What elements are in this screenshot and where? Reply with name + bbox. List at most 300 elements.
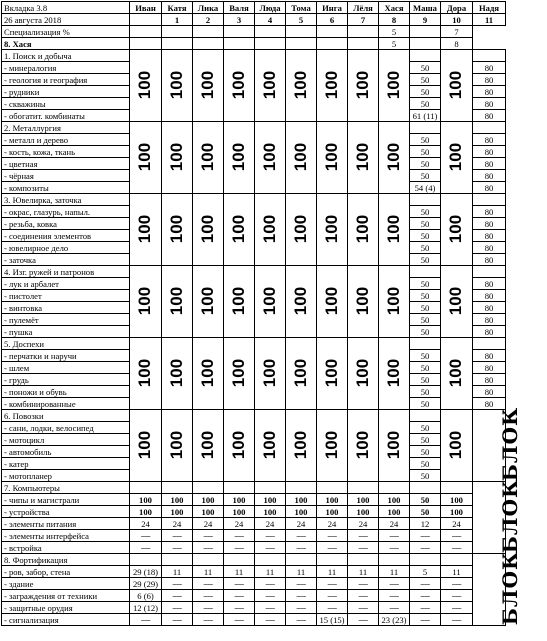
big-cell	[317, 194, 348, 266]
value-cell: 100	[286, 494, 317, 506]
num-2: 2	[193, 14, 224, 26]
row-label: - чёрная	[2, 170, 130, 182]
big-value: 100	[198, 70, 217, 99]
row-label: - сани, лодки, велосипед	[2, 422, 130, 434]
value-cell: 23 (23)	[379, 614, 410, 626]
nadya-value: 80	[473, 86, 506, 98]
chosen-masha: 5	[379, 38, 410, 50]
big-cell	[255, 266, 286, 338]
big-value: 100	[322, 358, 341, 387]
table-row	[2, 602, 506, 614]
big-cell	[286, 194, 317, 266]
big-cell	[348, 194, 379, 266]
section-title: 6. Повозки	[2, 410, 130, 422]
value-cell: 100	[441, 494, 473, 506]
value-cell: -----	[441, 590, 473, 602]
value-cell: 12	[410, 518, 441, 530]
row-label: - автомобиль	[2, 446, 130, 458]
big-cell	[255, 338, 286, 410]
empty-cell	[193, 554, 224, 566]
big-value: 100	[135, 142, 155, 171]
value-cell: 24	[130, 518, 162, 530]
row-label: - цветная	[2, 158, 130, 170]
row-label: - винтовка	[2, 302, 130, 314]
num-4: 4	[255, 14, 286, 26]
big-cell	[224, 50, 255, 122]
big-value: 100	[167, 214, 186, 243]
dash-cell: -----	[317, 530, 348, 542]
value-cell: -----	[317, 602, 348, 614]
nadya-value: 80	[473, 350, 506, 362]
big-value: 100	[229, 286, 248, 315]
big-value: 100	[446, 286, 466, 315]
name-valya: Валя	[224, 2, 255, 14]
big-cell	[255, 122, 286, 194]
row-label: - ювелирное дело	[2, 242, 130, 254]
empty-cell	[441, 554, 473, 566]
section-header-row	[2, 554, 506, 566]
masha-value: 50	[410, 326, 441, 338]
blok-cell	[473, 478, 523, 554]
value-cell: 24	[317, 518, 348, 530]
section-header-row	[2, 338, 506, 350]
value-cell: -----	[317, 578, 348, 590]
row-label: - рудники	[2, 86, 130, 98]
name-inga: Инга	[317, 2, 348, 14]
big-value: 100	[229, 142, 248, 171]
masha-value: 50	[410, 398, 441, 410]
num-1: 1	[162, 14, 193, 26]
masha-value: 50	[410, 290, 441, 302]
big-cell	[193, 50, 224, 122]
header-row-names	[2, 2, 506, 14]
row-label: - встройка	[2, 542, 130, 554]
big-value: 100	[384, 70, 403, 99]
value-cell: 24	[193, 518, 224, 530]
big-cell	[317, 266, 348, 338]
row-label: - шлем	[2, 362, 130, 374]
masha-cell	[410, 50, 441, 62]
name-lyuda: Люда	[255, 2, 286, 14]
masha-value: 50	[410, 362, 441, 374]
big-value: 100	[384, 358, 403, 387]
empty-cell	[224, 554, 255, 566]
value-cell: -----	[224, 590, 255, 602]
row-label: - пистолет	[2, 290, 130, 302]
nadya-value: 80	[473, 302, 506, 314]
big-cell-dora	[441, 410, 473, 482]
value-cell: 50	[410, 506, 441, 518]
big-cell	[348, 266, 379, 338]
big-value: 100	[384, 142, 403, 171]
big-value: 100	[446, 214, 466, 243]
value-cell: 100	[162, 494, 193, 506]
name-ivan: Иван	[130, 2, 162, 14]
masha-value: 50	[410, 278, 441, 290]
table-row	[2, 566, 506, 578]
name-toma: Тома	[286, 2, 317, 14]
masha-cell	[410, 410, 441, 422]
ivan-value: 12 (12)	[130, 602, 162, 614]
value-cell: -----	[193, 614, 224, 626]
row-label: - кость, кожа, ткань	[2, 146, 130, 158]
row-label: - элементы питания	[2, 518, 130, 530]
value-cell: 100	[224, 494, 255, 506]
nadya-value: 80	[473, 386, 506, 398]
big-cell	[224, 266, 255, 338]
value-cell: -----	[441, 614, 473, 626]
table-row	[2, 542, 506, 554]
section-title: 5. Доспехи	[2, 338, 130, 350]
row-label: - мотоцикл	[2, 434, 130, 446]
dash-cell: -----	[441, 542, 473, 554]
masha-cell	[410, 338, 441, 350]
big-value: 100	[322, 142, 341, 171]
big-value: 100	[260, 286, 279, 315]
nadya-cell	[473, 50, 506, 62]
big-cell	[162, 50, 193, 122]
empty-cell	[317, 482, 348, 494]
value-cell: -----	[193, 590, 224, 602]
big-value: 100	[260, 214, 279, 243]
value-cell: 24	[348, 518, 379, 530]
masha-cell	[410, 266, 441, 278]
masha-value: 50	[410, 230, 441, 242]
value-cell: 100	[379, 506, 410, 518]
value-cell: 100	[441, 506, 473, 518]
masha-value: 50	[410, 86, 441, 98]
value-cell: 100	[193, 494, 224, 506]
dash-cell: -----	[193, 530, 224, 542]
row-label: - мотопланер	[2, 470, 130, 482]
masha-cell	[410, 194, 441, 206]
big-cell	[255, 50, 286, 122]
big-cell	[224, 410, 255, 482]
big-cell	[224, 194, 255, 266]
dash-cell: -----	[379, 530, 410, 542]
value-cell: 24	[255, 518, 286, 530]
value-cell: -----	[410, 614, 441, 626]
big-cell	[379, 410, 410, 482]
nadya-value: 80	[473, 158, 506, 170]
big-value: 100	[198, 142, 217, 171]
big-value: 100	[291, 142, 310, 171]
big-cell	[286, 338, 317, 410]
dash-cell: -----	[162, 542, 193, 554]
dash-cell: -----	[348, 542, 379, 554]
empty-cell	[162, 482, 193, 494]
big-value: 100	[446, 358, 466, 387]
nadya-value: 80	[473, 374, 506, 386]
row-label: - устройства	[2, 506, 130, 518]
big-value: 100	[322, 430, 341, 459]
value-cell: 100	[379, 494, 410, 506]
table-row	[2, 506, 506, 518]
section-header-row	[2, 482, 506, 494]
big-value: 100	[384, 430, 403, 459]
value-cell: -----	[193, 578, 224, 590]
empty-cell	[224, 482, 255, 494]
empty-cell	[286, 482, 317, 494]
big-value: 100	[198, 286, 217, 315]
value-cell: 100	[224, 506, 255, 518]
empty-cell	[348, 554, 379, 566]
big-cell	[193, 122, 224, 194]
value-cell: -----	[410, 602, 441, 614]
section-header-row	[2, 122, 506, 134]
big-cell	[130, 194, 162, 266]
big-cell	[130, 410, 162, 482]
value-cell: 100	[255, 494, 286, 506]
value-cell: 24	[441, 518, 473, 530]
big-cell	[130, 266, 162, 338]
nadya-value: 80	[473, 230, 506, 242]
masha-cell	[410, 122, 441, 134]
value-cell: -----	[379, 602, 410, 614]
value-cell: 100	[193, 506, 224, 518]
nadya-cell	[473, 122, 506, 134]
big-value: 100	[167, 142, 186, 171]
value-cell: 11	[441, 566, 473, 578]
section-title: 2. Металлургия	[2, 122, 130, 134]
value-cell: 11	[286, 566, 317, 578]
nadya-cell	[473, 338, 506, 350]
section-header-row	[2, 194, 506, 206]
row-label: - поножи и обувь	[2, 386, 130, 398]
dash-cell: -----	[410, 542, 441, 554]
masha-value: 54 (4)	[410, 182, 441, 194]
masha-value: 50	[410, 314, 441, 326]
big-value: 100	[260, 358, 279, 387]
row-label: - защитные орудия	[2, 602, 130, 614]
big-cell	[286, 50, 317, 122]
row-label: - композиты	[2, 182, 130, 194]
name-katya: Катя	[162, 2, 193, 14]
big-cell	[255, 194, 286, 266]
big-cell	[162, 410, 193, 482]
nadya-value: 80	[473, 146, 506, 158]
spec-nadya: 7	[441, 26, 473, 38]
value-cell: -----	[317, 590, 348, 602]
value-cell: -----	[255, 614, 286, 626]
nadya-value: 80	[473, 206, 506, 218]
value-cell: -----	[224, 602, 255, 614]
big-cell	[193, 338, 224, 410]
blok-label: БЛОК	[498, 478, 523, 553]
nadya-value: 80	[473, 398, 506, 410]
value-cell: 11	[193, 566, 224, 578]
value-cell: 100	[162, 506, 193, 518]
row-label: - лук и арбалет	[2, 278, 130, 290]
table-row	[2, 494, 506, 506]
ivan-value: -----	[130, 614, 162, 626]
chosen-label: 8. Хася	[2, 38, 130, 50]
big-cell	[162, 122, 193, 194]
name-lyolya: Лёля	[348, 2, 379, 14]
masha-value: 50	[410, 458, 441, 470]
nadya-cell	[473, 194, 506, 206]
big-cell	[348, 122, 379, 194]
value-cell: -----	[286, 578, 317, 590]
empty-cell	[379, 554, 410, 566]
big-cell	[379, 338, 410, 410]
value-cell: 24	[379, 518, 410, 530]
big-value: 100	[229, 358, 248, 387]
masha-value: 50	[410, 218, 441, 230]
big-value: 100	[135, 214, 155, 243]
tab-label: Вкладка 3.8	[2, 2, 130, 14]
big-cell	[162, 338, 193, 410]
skills-table	[1, 1, 523, 626]
value-cell: 100	[286, 506, 317, 518]
big-value: 100	[353, 214, 372, 243]
value-cell: -----	[286, 614, 317, 626]
table-row	[2, 530, 506, 542]
value-cell: -----	[224, 578, 255, 590]
big-value: 100	[260, 70, 279, 99]
big-value: 100	[322, 214, 341, 243]
section-header-row	[2, 266, 506, 278]
value-cell: -----	[410, 578, 441, 590]
big-value: 100	[291, 358, 310, 387]
table-row	[2, 614, 506, 626]
value-cell: -----	[441, 602, 473, 614]
row-label: - комбинированные	[2, 398, 130, 410]
value-cell: 15 (15)	[317, 614, 348, 626]
nadya-value: 80	[473, 314, 506, 326]
big-value: 100	[322, 286, 341, 315]
value-cell: -----	[255, 590, 286, 602]
big-cell	[162, 266, 193, 338]
empty-cell	[286, 554, 317, 566]
section-header-row	[2, 410, 506, 422]
value-cell: 24	[286, 518, 317, 530]
big-cell	[162, 194, 193, 266]
masha-value: 50	[410, 446, 441, 458]
row-label: - обогатит. комбинаты	[2, 110, 130, 122]
row-label: - металл и дерево	[2, 134, 130, 146]
nadya-value: 80	[473, 362, 506, 374]
num-9: 9	[410, 14, 441, 26]
name-dora: Дора	[441, 2, 473, 14]
big-value: 100	[229, 430, 248, 459]
value-cell: -----	[193, 602, 224, 614]
row-label: - резьба, ковка	[2, 218, 130, 230]
row-label: - скважины	[2, 98, 130, 110]
big-cell-dora	[441, 122, 473, 194]
big-value: 100	[135, 286, 155, 315]
name-khasya: Хася	[379, 2, 410, 14]
num-8: 8	[379, 14, 410, 26]
value-cell: 100	[317, 494, 348, 506]
value-cell: -----	[348, 614, 379, 626]
big-cell	[193, 266, 224, 338]
ivan-value: 6 (6)	[130, 590, 162, 602]
date: 26 августа 2018	[2, 14, 130, 26]
masha-value: 50	[410, 386, 441, 398]
empty-cell	[317, 554, 348, 566]
big-cell	[130, 122, 162, 194]
row-label: - сигнализация	[2, 614, 130, 626]
value-cell: 29 (18)	[130, 566, 162, 578]
value-cell: 100	[130, 506, 162, 518]
section-title: 3. Ювелирка, заточка	[2, 194, 130, 206]
value-cell: 11	[224, 566, 255, 578]
row-label: - грудь	[2, 374, 130, 386]
masha-value: 50	[410, 302, 441, 314]
value-cell: -----	[162, 578, 193, 590]
value-cell: 50	[410, 494, 441, 506]
big-cell	[286, 122, 317, 194]
row-label: - окрас, глазурь, напыл.	[2, 206, 130, 218]
nadya-value: 80	[473, 170, 506, 182]
big-cell	[286, 266, 317, 338]
masha-value: 50	[410, 158, 441, 170]
row-label: - пушка	[2, 326, 130, 338]
big-cell	[130, 338, 162, 410]
dash-cell: -----	[130, 530, 162, 542]
masha-value: 50	[410, 170, 441, 182]
big-cell	[379, 122, 410, 194]
empty-cell	[379, 482, 410, 494]
num-11: 11	[473, 14, 506, 26]
dash-cell: -----	[286, 542, 317, 554]
big-value: 100	[291, 70, 310, 99]
big-cell	[317, 122, 348, 194]
value-cell: -----	[255, 578, 286, 590]
nadya-value: 80	[473, 74, 506, 86]
value-cell: -----	[441, 578, 473, 590]
big-cell	[379, 194, 410, 266]
num-7: 7	[348, 14, 379, 26]
spec-row	[2, 26, 506, 38]
value-cell: -----	[162, 602, 193, 614]
table-row	[2, 578, 506, 590]
row-label: - минералогия	[2, 62, 130, 74]
value-cell: -----	[286, 590, 317, 602]
masha-value: 50	[410, 374, 441, 386]
dash-cell: -----	[348, 530, 379, 542]
empty-cell	[255, 554, 286, 566]
big-value: 100	[446, 430, 466, 459]
value-cell: -----	[348, 578, 379, 590]
value-cell: 100	[130, 494, 162, 506]
dash-cell: -----	[162, 530, 193, 542]
big-value: 100	[291, 214, 310, 243]
value-cell: 100	[348, 506, 379, 518]
value-cell: -----	[379, 578, 410, 590]
big-value: 100	[198, 358, 217, 387]
big-cell	[286, 410, 317, 482]
dash-cell: -----	[410, 530, 441, 542]
nadya-value: 80	[473, 182, 506, 194]
nadya-value: 80	[473, 326, 506, 338]
masha-value: 50	[410, 134, 441, 146]
value-cell: -----	[162, 614, 193, 626]
section-title: 1. Поиск и добыча	[2, 50, 130, 62]
dash-cell: -----	[255, 542, 286, 554]
ivan-value: 29 (29)	[130, 578, 162, 590]
big-cell-dora	[441, 338, 473, 410]
empty-cell	[410, 482, 441, 494]
masha-value: 61 (11)	[410, 110, 441, 122]
big-value: 100	[167, 70, 186, 99]
table-row	[2, 590, 506, 602]
value-cell: 11	[162, 566, 193, 578]
big-value: 100	[135, 430, 155, 459]
big-value: 100	[167, 286, 186, 315]
dash-cell: -----	[193, 542, 224, 554]
